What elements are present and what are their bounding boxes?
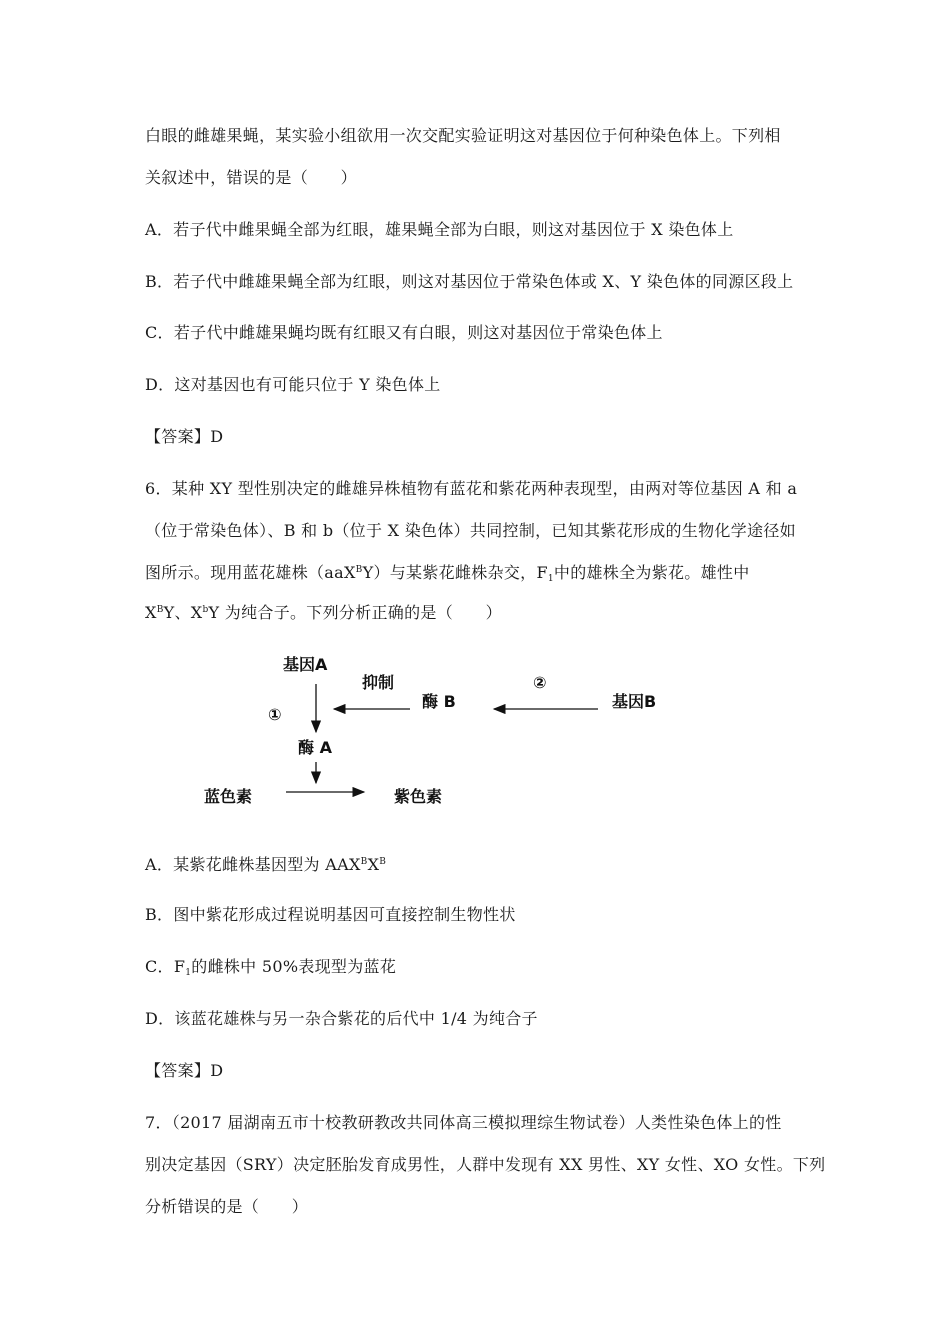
gene-b-label: 基因B (612, 692, 657, 711)
q5-option-b: B．若子代中雌雄果蝇全部为红眼，则这对基因位于常染色体或 X、Y 染色体的同源区段上 (145, 272, 794, 291)
q6-stem-line-2: （位于常染色体）、B 和 b（位于 X 染色体）共同控制，已知其紫花形成的生物化学途径如 (145, 521, 796, 540)
q6-stem-line-1: 6．某种 XY 型性别决定的雌雄异株植物有蓝花和紫花两种表现型，由两对等位基因 A 和 a (145, 479, 798, 498)
q5-option-c: C．若子代中雌雄果蝇均既有红眼又有白眼，则这对基因位于常染色体上 (145, 323, 663, 342)
q5-option-a: A．若子代中雌果蝇全部为红眼，雄果蝇全部为白眼，则这对基因位于 X 染色体上 (145, 220, 734, 239)
q5-stem-line-2: 关叙述中，错误的是（ ） (145, 168, 357, 187)
q7-stem-line-1: 7．（2017 届湖南五市十校教研教改共同体高三模拟理综生物试卷）人类性染色体上的性 (145, 1113, 782, 1132)
q5-option-d: D．这对基因也有可能只位于 Y 染色体上 (145, 375, 441, 394)
circle-two-label: ② (533, 673, 547, 692)
q7-stem-line-3: 分析错误的是（ ） (145, 1197, 309, 1216)
gene-a-label: 基因A (283, 655, 328, 674)
q6-option-c: C．$F_1$的雌株中 50%表现型为蓝花 (145, 957, 397, 978)
q5-answer: 【答案】D (145, 427, 224, 446)
enzyme-a-label: 酶 A (298, 738, 332, 757)
q6-option-a: A．某紫花雌株基因型为 $AAX^BX^B$ (145, 855, 387, 874)
purple-pigment-label: 紫色素 (394, 787, 443, 806)
biochemical-pathway-diagram (0, 640, 950, 820)
q6-option-d: D．该蓝花雄株与另一杂合紫花的后代中 1/4 为纯合子 (145, 1009, 538, 1028)
circle-one-label: ① (268, 705, 282, 724)
inhibit-label: 抑制 (362, 673, 395, 692)
q5-stem-line-1: 白眼的雌雄果蝇，某实验小组欲用一次交配实验证明这对基因位于何种染色体上。下列相 (145, 126, 781, 145)
enzyme-b-label: 酶 B (422, 692, 456, 711)
q6-stem-line-4: $X^BY$、$X^bY$ 为纯合子。下列分析正确的是（ ） (145, 603, 502, 622)
q6-option-b: B．图中紫花形成过程说明基因可直接控制生物性状 (145, 905, 516, 924)
q6-stem-line-3: 图所示。现用蓝花雄株（aaX$^B$Y）与某紫花雌株杂交，$F_1$中的雄株全为紫花。雄性中 (145, 563, 750, 584)
q7-stem-line-2: 别决定基因（SRY）决定胚胎发育成男性，人群中发现有 XX 男性、XY 女性、XO 女性。下列 (145, 1155, 826, 1174)
blue-pigment-label: 蓝色素 (204, 787, 253, 806)
q6-answer: 【答案】D (145, 1061, 224, 1080)
